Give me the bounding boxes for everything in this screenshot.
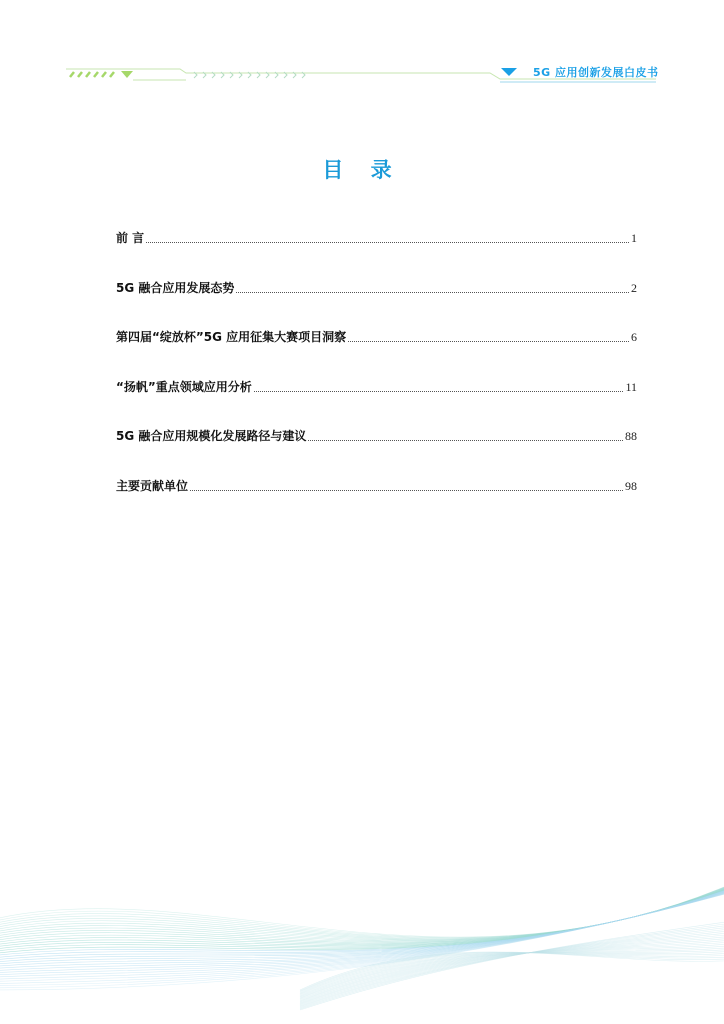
toc-entry-page: 1: [631, 231, 637, 245]
toc-entry-contest-insight[interactable]: [116, 325, 637, 345]
dot-leader: [146, 242, 629, 243]
green-slash-marks: [70, 72, 114, 77]
toc-entry-label: 5G 融合应用规模化发展路径与建议: [116, 429, 307, 443]
toc-heading: 目 录: [322, 158, 402, 182]
dot-leader: [190, 490, 623, 491]
dot-leader: [236, 292, 629, 293]
toc-entry-label: 5G 融合应用发展态势: [116, 280, 235, 295]
wave-line: [300, 952, 724, 993]
blue-triangle-marker: [501, 68, 517, 76]
wave-line: [0, 881, 724, 938]
wave-background-decoration: [0, 860, 724, 1024]
toc-entry-label: 前 言: [116, 231, 145, 245]
wave-line: [0, 880, 724, 937]
toc-entry-page: 11: [625, 379, 637, 394]
toc-entry-scale-path[interactable]: [116, 424, 637, 444]
toc-entry-trends[interactable]: [116, 276, 637, 296]
wave-line: [0, 881, 724, 939]
wave-line: [0, 884, 724, 946]
toc-entry-page: 98: [625, 478, 637, 493]
toc-entry-key-fields[interactable]: [116, 375, 637, 395]
dot-leader: [308, 440, 623, 441]
wave-line: [0, 888, 724, 975]
wave-line: [0, 887, 724, 967]
green-triangle-marker: [121, 71, 133, 78]
wave-line: [0, 883, 724, 943]
dot-leader: [254, 391, 624, 392]
toc-entry-page: 2: [631, 280, 637, 295]
table-of-contents: [116, 226, 637, 523]
header-decoration: [0, 0, 724, 100]
toc-entry-page: 6: [631, 330, 637, 344]
header-doc-title: 5G 应用创新发展白皮书: [533, 66, 659, 79]
wave-line: [0, 882, 724, 941]
toc-entry-page: 88: [625, 429, 637, 443]
toc-entry-contributors[interactable]: [116, 474, 637, 494]
dot-leader: [348, 341, 629, 342]
toc-entry-preface[interactable]: [116, 226, 637, 246]
page-header: [0, 0, 724, 100]
toc-entry-label: “扬帆”重点领域应用分析: [116, 379, 252, 394]
toc-entry-label: 第四届“绽放杯”5G 应用征集大赛项目洞察: [116, 330, 347, 344]
toc-entry-label: 主要贡献单位: [116, 478, 189, 493]
wave-line: [0, 882, 724, 940]
